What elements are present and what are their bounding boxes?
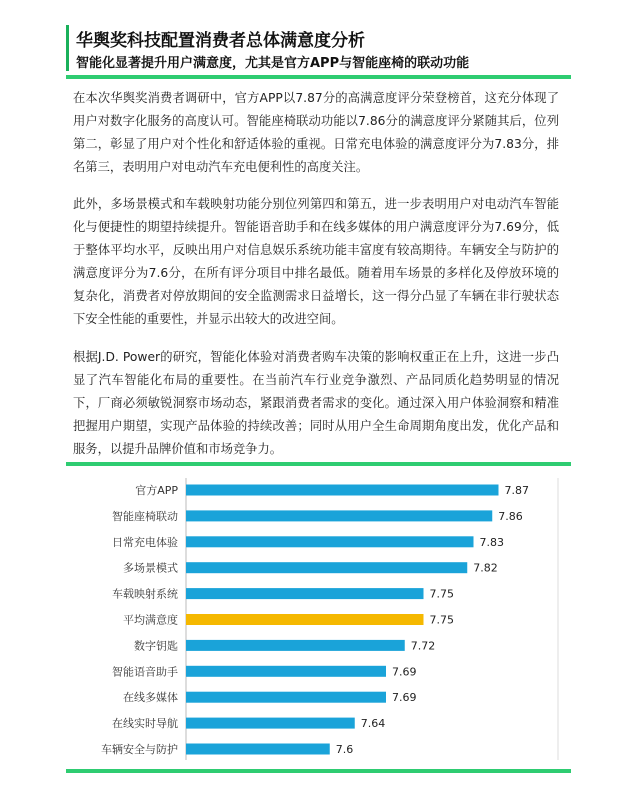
bar: [186, 666, 386, 677]
value-label: 7.87: [504, 484, 529, 497]
value-label: 7.75: [429, 613, 454, 627]
category-label: 数字钥匙: [134, 639, 178, 653]
bar: [186, 588, 424, 599]
paragraph-3: 根据J.D. Power的研究，智能化体验对消费者购车决策的影响权重正在上升，这进一步凸显了汽车智能化布局的重要性。在当前汽车行业竞争激烈、产品同质化趋势明显的情况下，厂商必须敏锐洞察市场动态，紧跟消费者需求的变化。通过深入用户体验洞察和精准把握用户期望，实现产品体验的持续改善；同时从用户全生命周期角度出发，优化产品和服务，以提升品牌价值和市场竞争力。: [73, 350, 559, 456]
category-label: 在线多媒体: [123, 691, 178, 705]
title-accent-bar: [66, 25, 69, 71]
page-subtitle: 智能化显著提升用户满意度，尤其是官方APP与智能座椅的联动功能: [76, 56, 470, 71]
value-label: 7.72: [410, 639, 436, 653]
value-label: 7.69: [392, 691, 417, 705]
bar: [186, 562, 467, 573]
category-label: 官方APP: [135, 484, 178, 497]
header-divider: [66, 75, 571, 79]
category-label: 多场景模式: [123, 561, 178, 575]
bar: [186, 536, 474, 547]
category-label: 智能座椅联动: [112, 509, 178, 523]
bar: [186, 510, 492, 521]
chart-bottom-divider: [66, 769, 571, 773]
value-label: 7.82: [473, 561, 498, 575]
bar: [186, 692, 386, 703]
bar: [186, 640, 405, 651]
category-label: 车载映射系统: [112, 587, 178, 601]
bar: [186, 744, 330, 755]
bar: [186, 485, 499, 496]
chart-top-divider: [66, 462, 571, 466]
bar: [186, 718, 355, 729]
value-label: 7.69: [392, 665, 417, 679]
paragraph-1: 在本次华舆奖消费者调研中，官方APP以7.87分的高满意度评分荣登榜首，这充分体现了用户对数字化服务的高度认可。智能座椅联动功能以7.86分的满意度评分紧随其后，位列第二，彰显了用户对个性化和舒适体验的重视。日常充电体验的满意度评分为7.83分，排名第三，表明用户对电动汽车充电便利性的高度关注。: [73, 91, 559, 174]
paragraph-2: 此外，多场景模式和车载映射功能分别位列第四和第五，进一步表明用户对电动汽车智能化与便捷性的期望持续提升。智能语音助手和在线多媒体的用户满意度评分为7.69分，低于整体平均水平，反映出用户对信息娱乐系统功能丰富度有较高期待。车辆安全与防护的满意度评分为7.6分，在所有评分项目中排名最低。随着用车场景的多样化及停放环境的复杂化，消费者对停放期间的安全监测需求日益增长，这一得分凸显了车辆在非行驶状态下安全性能的重要性，并显示出较大的改进空间。: [73, 197, 559, 326]
value-label: 7.64: [360, 717, 386, 731]
category-label: 车辆安全与防护: [101, 743, 178, 756]
satisfaction-bar-chart: [66, 472, 571, 764]
category-label: 智能语音助手: [112, 665, 178, 679]
page-title: 华舆奖科技配置消费者总体满意度分析: [76, 31, 365, 51]
value-label: 7.6: [335, 743, 354, 756]
value-label: 7.75: [429, 587, 454, 601]
bar-average: [186, 614, 424, 625]
value-label: 7.86: [498, 509, 523, 523]
category-label: 平均满意度: [123, 613, 178, 627]
category-label: 在线实时导航: [112, 717, 178, 731]
value-label: 7.83: [479, 535, 504, 549]
category-label: 日常充电体验: [112, 535, 178, 549]
